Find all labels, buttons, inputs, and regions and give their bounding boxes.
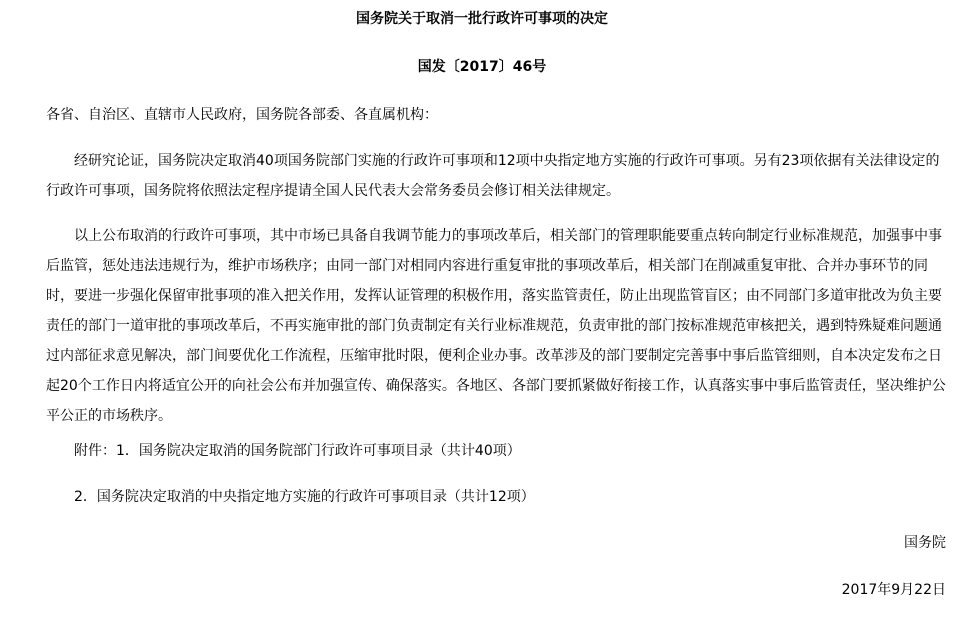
paragraph-1: 经研究论证，国务院决定取消40项国务院部门实施的行政许可事项和12项中央指定地方实施的行政许可事项。另有23项依据有关法律设定的行政许可事项，国务院将依照法定程序提请全国人民代表大会常务委员会修订相关法律规定。 <box>46 153 940 199</box>
paragraph-2: 以上公布取消的行政许可事项，其中市场已具备自我调节能力的事项改革后，相关部门的管理职能要重点转向制定行业标准规范，加强事中事后监管，惩处违法违规行为，维护市场秩序；由同一部门对相同内容进行重复审批的事项改革后，相关部门在削减重复审批、合并办事环节的同时，要进一步强化保留审批事项的准入把关作用，发挥认证管理的积极作用，落实监管责任，防止出现监管盲区；由不同部门多道审批改为负主要责任的部门一道审批的事项改革后，不再实施审批的部门负责制定有关行业标准规范，负责审批的部门按标准规范审核把关，遇到特殊疑难问题通过内部征求意见解决，部门间要优化工作流程，压缩审批时限，便利企业办事。改革涉及的部门要制定完善事中事后监管细则，自本决定发布之日起20个工作日内将适宜公开的向社会公布并加强宣传、确保落实。各地区、各部门要抓紧做好衔接工作，认真落实事中事后监管责任，坚决维护公平公正的市场秩序。 <box>46 228 946 424</box>
issue-date: 2017年9月22日 <box>841 582 946 598</box>
document-number: 国发〔2017〕46号 <box>417 59 547 75</box>
document-title: 国务院关于取消一批行政许可事项的决定 <box>356 11 608 27</box>
attachment-1: 附件：1．国务院决定取消的国务院部门行政许可事项目录（共计40项） <box>74 443 521 459</box>
issuer: 国务院 <box>904 535 946 551</box>
salutation: 各省、自治区、直辖市人民政府，国务院各部委、各直属机构： <box>46 107 438 123</box>
attachment-2: 2．国务院决定取消的中央指定地方实施的行政许可事项目录（共计12项） <box>74 489 535 505</box>
